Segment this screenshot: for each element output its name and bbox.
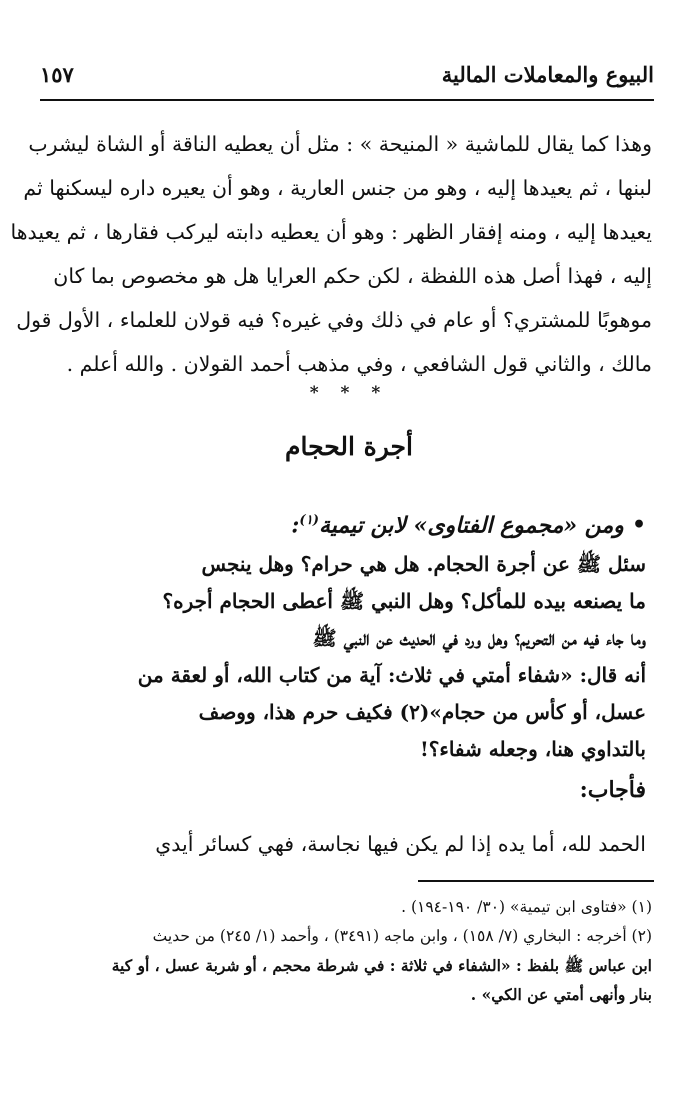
source-line <box>291 499 646 543</box>
question-line: عسل، أو كأس من حجام»(٢) فكيف حرم هذا، ووصف <box>198 700 646 724</box>
header-divider <box>40 99 654 101</box>
question-paragraph <box>50 546 646 768</box>
running-title: البيوع والمعاملات المالية <box>441 62 654 87</box>
footnote-line: بنار وأنهى أمتي عن الكي» . <box>470 985 652 1004</box>
text-line: إليه ، فهذا أصل هذه اللفظة ، لكن حكم العرايا هل هو مخصوص بما كان <box>53 264 652 288</box>
question-line: وما جاء فيه من التحريم؟ وهل ورد في الحديث عن النبي ﷺ <box>312 626 646 650</box>
footnote-ref: (١) <box>299 513 319 528</box>
bullet-mark: • <box>631 512 646 539</box>
text-line: وهذا كما يقال للماشية « المنيحة » : مثل أن يعطيه الناقة أو الشاة ليشرب <box>28 132 652 156</box>
question-line: بالتداوي هنا، وجعله شفاء؟! <box>420 737 646 761</box>
footnote-line: ابن عباس ﷺ بلفظ : «الشفاء في ثلاثة : في شرطة محجم ، أو شربة عسل ، أو كية <box>111 956 652 975</box>
section-separator: * * * <box>309 383 389 403</box>
page-header <box>40 56 654 96</box>
source-text: ومن «مجموع الفتاوى» لابن تيمية <box>318 512 624 539</box>
question-line: ما يصنعه بيده للمأكل؟ وهل النبي ﷺ أعطى الحجام أجره؟ <box>162 589 646 613</box>
section-title: أجرة الحجام <box>285 432 413 461</box>
text-line: لبنها ، ثم يعيدها إليه ، وهو من جنس العارية ، وهو أن يعيره داره ليسكنها ثم <box>23 176 652 200</box>
answer-label: فأجاب: <box>579 777 646 803</box>
footnotes <box>60 893 652 1009</box>
question-line: سئل ﷺ عن أجرة الحجام. هل هي حرام؟ وهل ينجس <box>201 552 646 576</box>
source-colon: : <box>291 512 300 539</box>
intro-paragraph <box>10 122 652 386</box>
question-line: أنه قال: «شفاء أمتي في ثلاث: آية من كتاب الله، أو لعقة من <box>137 663 646 687</box>
footnote-divider <box>418 880 654 882</box>
text-line: مالك ، والثاني قول الشافعي ، وفي مذهب أحمد القولان . والله أعلم . <box>66 352 652 376</box>
text-line: موهوبًا للمشتري؟ أو عام في ذلك وفي غيره؟ فيه قولان للعلماء ، الأول قول <box>16 308 652 332</box>
footnote-line: (٢) أخرجه : البخاري (٧/ ١٥٨) ، وابن ماجه (٣٤٩١) ، وأحمد (١/ ٢٤٥) من حديث <box>152 927 652 945</box>
footnote-line: (١) «فتاوى ابن تيمية» (٣٠/ ١٩٠-١٩٤) . <box>401 898 652 916</box>
answer-paragraph: الحمد لله، أما يده إذا لم يكن فيها نجاسة، فهي كسائر أيدي <box>155 832 646 856</box>
page-number: ١٥٧ <box>40 62 74 87</box>
text-line: يعيدها إليه ، ومنه إفقار الظهر : وهو أن يعطيه دابته ليركب فقارها ، ثم يعيدها <box>10 220 652 244</box>
